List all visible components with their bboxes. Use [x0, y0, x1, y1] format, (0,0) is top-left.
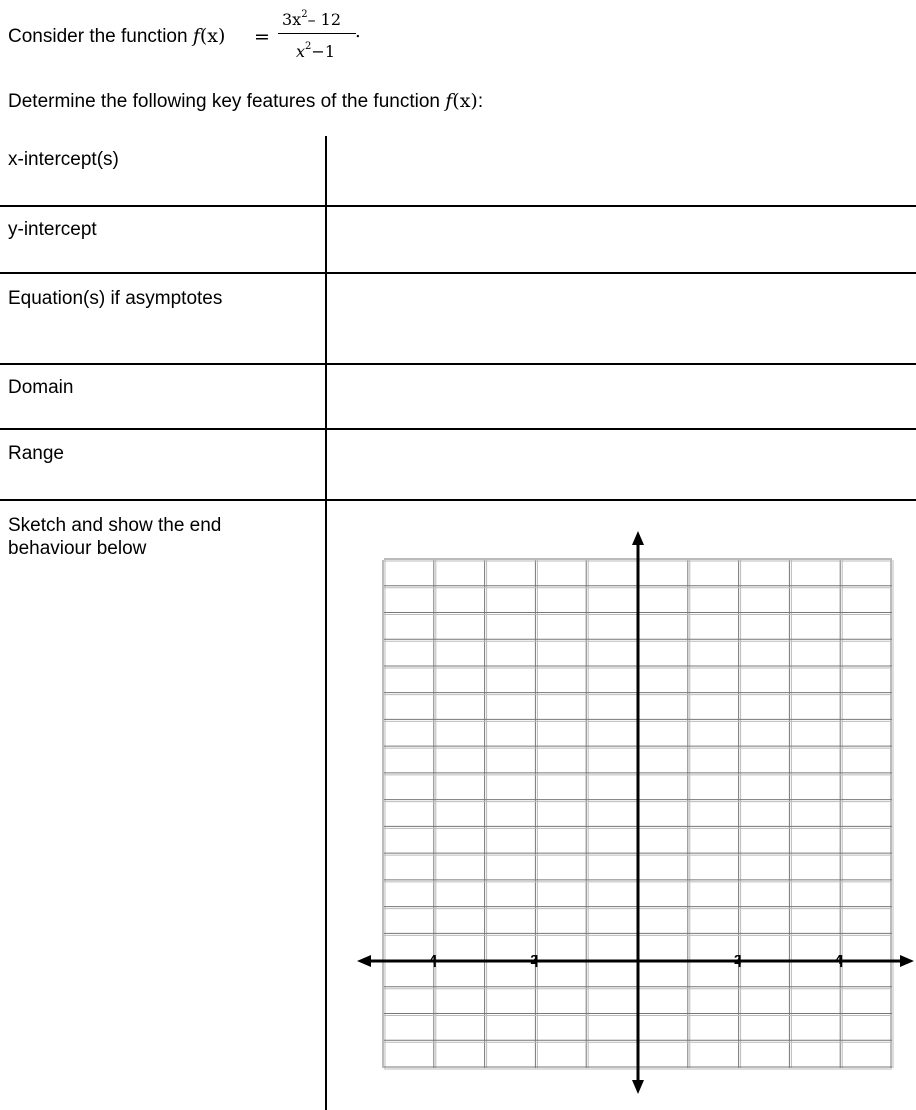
row-label-x-intercepts: x-intercept(s) — [8, 149, 119, 170]
period: . — [355, 21, 361, 42]
instruction-suffix: : — [477, 91, 484, 112]
intro-func-arg: (x) — [199, 25, 226, 47]
denominator-term: x — [296, 42, 306, 61]
intro-prefix: Consider the function — [8, 26, 193, 47]
equals-sign: = — [254, 26, 270, 48]
numerator-constant: – 12 — [307, 10, 342, 29]
y-axis-arrow-up — [632, 531, 644, 545]
row-label-domain: Domain — [8, 377, 74, 398]
instruction-text: Determine the following key features of the function — [8, 91, 446, 112]
numerator-exponent: 2 — [301, 9, 308, 20]
x-axis-arrow-left — [357, 955, 371, 967]
x-tick-label-2: 2 — [734, 952, 742, 967]
x-tick-label-neg4: -4 — [425, 952, 437, 967]
intro-func-name: f — [192, 25, 200, 47]
instruction-func-name: f — [445, 90, 453, 112]
denominator-exponent: 2 — [305, 41, 312, 52]
row-label-asymptotes: Equation(s) if asymptotes — [8, 288, 223, 309]
x-axis-arrow-right — [900, 955, 914, 967]
x-tick-label-neg2: -2 — [526, 952, 538, 967]
row-label-y-intercept: y-intercept — [8, 219, 97, 240]
row-label-sketch: Sketch and show the end behaviour below — [8, 515, 222, 559]
instruction-func-arg: (x) — [452, 90, 478, 112]
numerator-term: 3x — [282, 10, 302, 29]
denominator-constant: −1 — [311, 42, 335, 61]
x-tick-label-4: 4 — [835, 952, 843, 967]
y-axis-arrow-down — [632, 1080, 644, 1094]
row-label-range: Range — [8, 443, 64, 464]
